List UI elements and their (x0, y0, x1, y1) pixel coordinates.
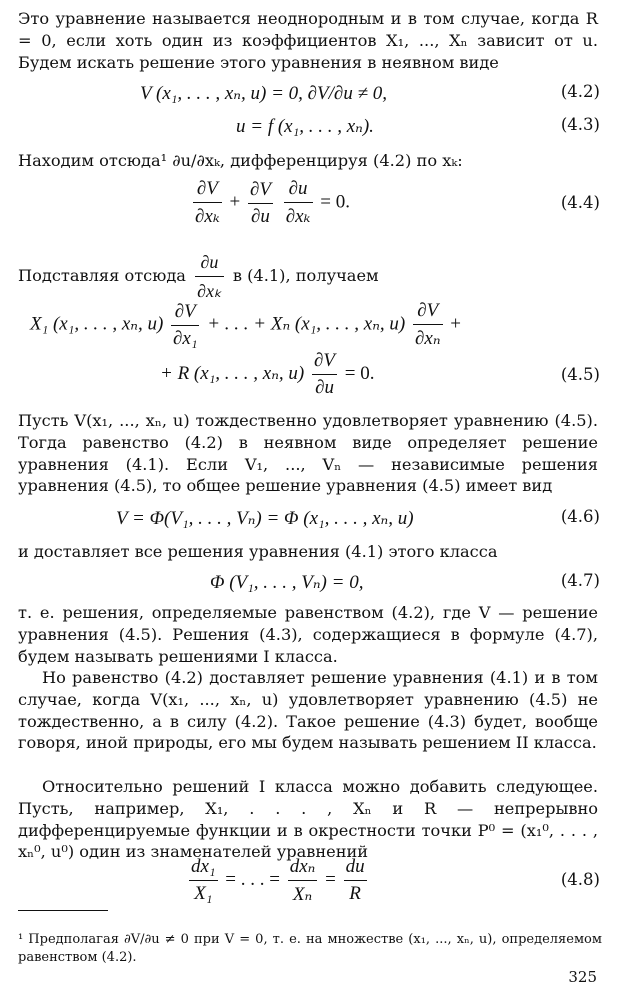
equation-4-3-number: (4.3) (560, 115, 600, 134)
page-number: 325 (568, 968, 597, 986)
footnote-separator (18, 910, 108, 911)
equation-4-7 (0, 571, 619, 597)
paragraph-6: т. е. решения, определяемые равенством (4.2), где V — решение уравнения (4.5). Решения (4.3), содержащиеся в формуле (4.7), будем называть решениями I класса. (18, 603, 598, 666)
equation-4-7-body: Φ (V₁, . . . , Vₙ) = 0, (210, 572, 364, 593)
equation-4-2 (0, 82, 619, 108)
equation-4-5-line-2: + R (x₁, . . . , xₙ, u) $\frac{\partial V}{\partial u}$ = 0. (4.5) (160, 350, 600, 398)
equation-4-8: $\frac{\text{dx₁}}{\text{X₁}}$ = . . . = $\frac{\text{dxₙ}}{\text{Xₙ}}$ = $\frac{du}{R}$ (4.8) (191, 856, 600, 905)
equation-4-2-number: (4.2) (560, 82, 600, 101)
paragraph-2: Находим отсюда¹ ∂u/∂xₖ, дифференцируя (4.2) по xₖ: (18, 151, 463, 170)
footnote: ¹ Предполагая ∂V/∂u ≠ 0 при V = 0, т. е. на множестве (x₁, ..., xₙ, u), определяемом равенством (4.2). (18, 932, 602, 965)
equation-4-6 (0, 507, 619, 533)
fraction-dV-dxk: $\frac{\partial V}{\text{∂xₖ}}$ (195, 178, 220, 227)
fraction-dV-du-2: $\frac{\partial V}{\partial u}$ (314, 350, 336, 398)
fraction-dV-du: $\frac{\partial V}{\partial u}$ (249, 178, 271, 227)
fraction-dxn-Xn: $\frac{\text{dxₙ}}{\text{Xₙ}}$ (289, 856, 316, 905)
equation-4-6-body: V = Φ(V₁, . . . , Vₙ) = Φ (x₁, . . . , xₙ, u) (116, 508, 414, 529)
equation-4-5-number: (4.5) (560, 365, 600, 384)
equation-4-3-body: u = f (x₁, . . . , xₙ). (236, 116, 374, 137)
equation-4-6-number: (4.6) (560, 507, 600, 526)
equation-4-8-number: (4.8) (560, 870, 600, 889)
fraction-du-dxk: $\frac{\partial u}{\text{∂xₖ}}$ (285, 178, 311, 227)
fraction-dV-dxn: $\frac{\partial V}{\text{∂xₙ}}$ (415, 300, 441, 349)
equation-4-4-number: (4.4) (560, 193, 600, 212)
paragraph-5: и доставляет все решения уравнения (4.1) этого класса (18, 542, 498, 561)
paragraph-4: Пусть V(x₁, ..., xₙ, u) тождественно удовлетворяет уравнению (4.5). Тогда равенство (4.2) в неявном виде определяет решение уравнения (4.1). Если V₁, ..., Vₙ — независимые решения уравнения (4.5), то общее решение уравнения (4.5) имеет вид (18, 411, 598, 496)
fraction-dV-dx1: $\frac{\partial V}{\text{∂x₁}}$ (173, 300, 198, 349)
inline-fraction-du-dxk: $\frac{\partial u}{\text{∂xₖ}}$ (197, 252, 222, 301)
fraction-du-R: $\frac{du}{R}$ (345, 856, 365, 904)
equation-4-3 (0, 115, 619, 141)
equation-4-7-number: (4.7) (560, 571, 600, 590)
equation-4-2-body: V (x₁, . . . , xₙ, u) = 0, ∂V/∂u ≠ 0, (140, 83, 387, 104)
paragraph-3: Подставляя отсюда $\frac{\partial u}{\text{∂xₖ}}$ в (4.1), получаем (18, 252, 379, 301)
paragraph-7: Но равенство (4.2) доставляет решение уравнения (4.1) и в том случае, когда V(x₁, ..., xₙ, u) удовлетворяет уравнению (4.5) не тождественно, а в силу (4.2). Такое решение (4.3) будет, вообще говоря, иной природы, его мы будем называть решением II класса. (18, 668, 598, 753)
fraction-dx1-X1: $\frac{\text{dx₁}}{\text{X₁}}$ (191, 856, 216, 904)
paragraph-8: Относительно решений I класса можно добавить следующее. Пусть, например, X₁, . . . , Xₙ и R — непрерывно дифференцируемые функции и в окрестности точки P⁰ = (x₁⁰, . . . , xₙ⁰, u⁰) один из знаменателей уравнений (18, 777, 598, 862)
equation-4-4: $\frac{\partial V}{\text{∂xₖ}}$ + $\frac{\partial V}{\partial u}$ $\frac{\partial u}{\text{∂xₖ}}$ = 0. (4.4) (195, 178, 600, 227)
paragraph-1: Это уравнение называется неоднородным и в том случае, когда R = 0, если хоть один из коэффициентов X₁, ..., Xₙ зависит от u. Будем искать решение этого уравнения в неявном виде (18, 9, 598, 72)
equation-4-5-line-1: X₁ (x₁, . . . , xₙ, u) $\frac{\partial V}{\text{∂x₁}}$ + . . . + Xₙ (x₁, . . . , xₙ, u) $\frac{\partial V}{\text{∂xₙ}}$ + (30, 300, 462, 349)
